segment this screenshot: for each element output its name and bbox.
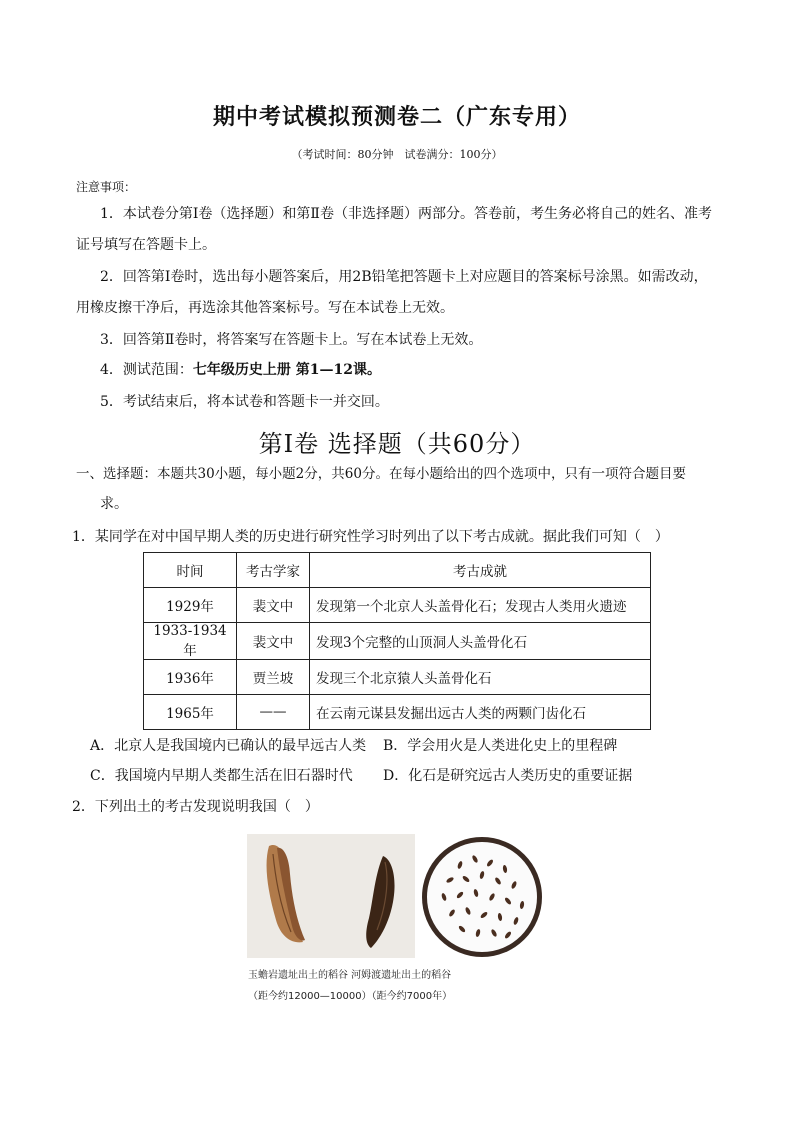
table-cell: 1929年: [144, 588, 237, 623]
section-instruction: 一、选择题：本题共30小题，每小题2分，共60分。在每小题给出的四个选项中，只有一项符合题目要: [76, 466, 686, 482]
section-title: 第Ⅰ卷 选择题（共60分）: [258, 430, 536, 458]
photo-caption-line1: 玉蟾岩遗址出土的稻谷 河姆渡遗址出土的稻谷: [248, 970, 452, 981]
table-row: [144, 660, 651, 695]
question-1-stem: 1．某同学在对中国早期人类的历史进行研究性学习时列出了以下考古成就。据此我们可知（ ）: [72, 529, 669, 545]
column-header: 考古成就: [310, 553, 651, 588]
table-header-row: [144, 553, 651, 588]
rice-dish-illustration: [420, 835, 544, 959]
table-cell: 发现三个北京猿人头盖骨化石: [310, 660, 651, 695]
rice-grain-illustration: [247, 834, 415, 958]
note-item-5: 5．考试结束后，将本试卷和答题卡一并交回。: [100, 394, 389, 410]
note-item-1-cont: 证号填写在答题卡上。: [76, 237, 216, 253]
option-b: B．学会用火是人类进化史上的里程碑: [383, 738, 618, 754]
option-a: A．北京人是我国境内已确认的最早远古人类: [90, 738, 367, 754]
table-cell: 1936年: [144, 660, 237, 695]
note-item-4-label: 4．测试范围：: [100, 362, 193, 378]
note-item-2-cont: 用橡皮擦干净后，再选涂其他答案标号。写在本试卷上无效。: [76, 300, 454, 316]
archaeology-table: [143, 552, 651, 730]
table-row: [144, 588, 651, 623]
photo-caption-line2: （距今约12000—10000）（距今约7000年）: [248, 991, 453, 1002]
option-c: C．我国境内早期人类都生活在旧石器时代: [90, 768, 353, 784]
table-cell: 在云南元谋县发掘出远古人类的两颗门齿化石: [310, 695, 651, 730]
table-cell: 裴文中: [237, 588, 310, 623]
note-item-3: 3．回答第Ⅱ卷时，将答案写在答题卡上。写在本试卷上无效。: [100, 332, 483, 348]
table-row: [144, 623, 651, 660]
question-2-stem: 2．下列出土的考古发现说明我国（ ）: [72, 799, 319, 815]
table-cell: 1933-1934年: [144, 623, 237, 660]
table-cell: 裴文中: [237, 623, 310, 660]
option-d: D．化石是研究远古人类历史的重要证据: [383, 768, 633, 784]
column-header: 时间: [144, 553, 237, 588]
note-item-2: 2．回答第Ⅰ卷时，选出每小题答案后，用2B铅笔把答题卡上对应题目的答案标号涂黑。如需改动，: [100, 269, 708, 285]
table-cell: 发现第一个北京人头盖骨化石；发现古人类用火遗迹: [310, 588, 651, 623]
yuchanyan-rice-photo: [247, 834, 415, 958]
note-item-4-range: 七年级历史上册 第1—12课。: [192, 362, 382, 378]
page-title: 期中考试模拟预测卷二（广东专用）: [212, 104, 581, 130]
column-header: 考古学家: [237, 553, 310, 588]
table-cell: ——: [237, 695, 310, 730]
hemudu-rice-photo: [420, 835, 544, 959]
table-cell: 1965年: [144, 695, 237, 730]
note-item-4: [100, 360, 381, 380]
table-cell: 贾兰坡: [237, 660, 310, 695]
table-cell: 发现3个完整的山顶洞人头盖骨化石: [310, 623, 651, 660]
section-instruction-cont: 求。: [100, 496, 128, 512]
exam-info: （考试时间：80分钟 试卷满分：100分）: [291, 148, 503, 161]
note-item-1: 1．本试卷分第Ⅰ卷（选择题）和第Ⅱ卷（非选择题）两部分。答卷前，考生务必将自己的姓名、准考: [100, 206, 712, 222]
notes-heading: 注意事项：: [76, 180, 137, 194]
table-row: [144, 695, 651, 730]
